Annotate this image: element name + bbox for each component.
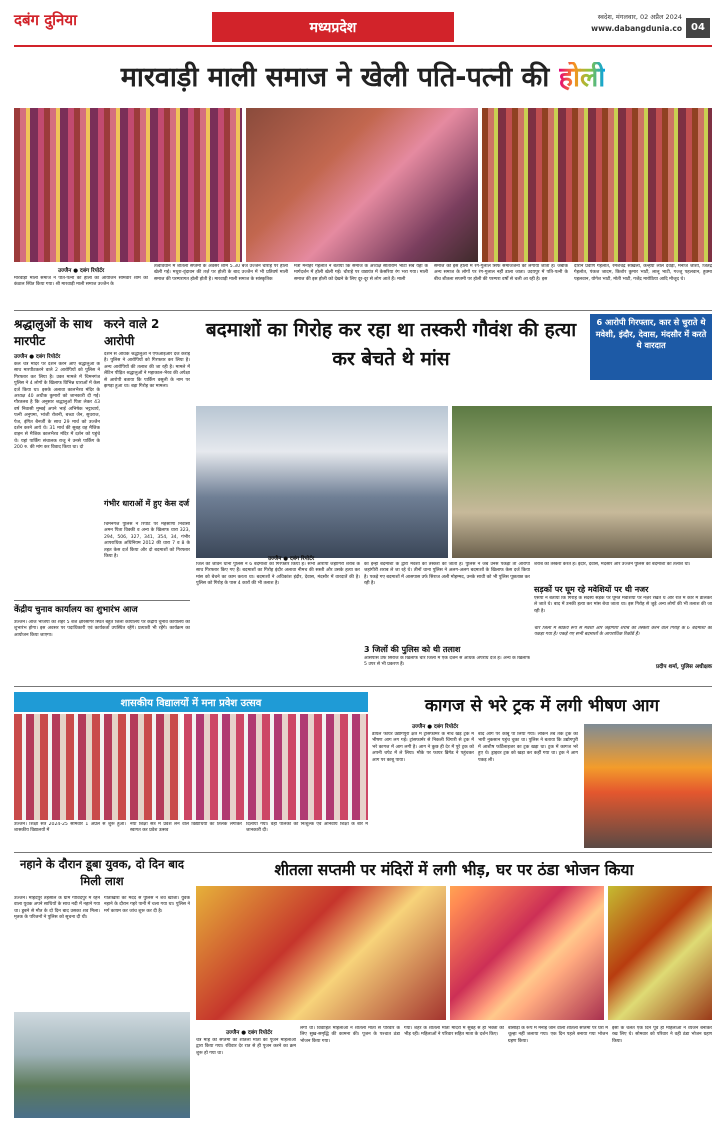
school-banner (14, 692, 368, 712)
sheetla-headline: शीतला सप्तमी पर मंदिरों में लगी भीड़, घर पर ठंडा भोजन किया (274, 861, 634, 879)
holi-headline (14, 56, 712, 106)
sheetla-col-1: चैत्र माह की सप्तमी को शीतला माता का पूजन महिलाओं द्वारा किया गया। रविवार देर रात से ही पूजन करने का क्रम शुरू हो गया था। (196, 1038, 296, 1056)
smuggling-col-2: को इन्हीं बदमाशों के द्वारा मवेशी की तस्करी की जाती है। पुलिस ने जब उनसे पकड़ा तो आरोपी जहांगीरी शराब ले जा रहे थे। तीनों थाना पुलिस ने अलग-अलग बदमाशों के खिलाफ केस दर्ज किया है। पकड़े गए बदमाशों में आसपास उर्फ सिराज अली मोहम्मद, उनके साथी को भी पुलिस पूछताछ कर रही है। (364, 562, 530, 587)
smuggling-photo-press (196, 406, 448, 558)
drowned-headline: नहाने के दौरान डूबा युवक, दो दिन बाद मिली लाश (19, 857, 185, 888)
masthead-website: www.dabangdunia.co (591, 24, 682, 33)
holi-photo-2 (246, 108, 478, 262)
truck-bottom-rule (14, 852, 712, 853)
truck-photo (584, 724, 712, 848)
sheetla-col-2: लगी थीं। विवाहित महिलाओं ने शीतला माता से परिवार के लिए सुख-समृद्धि की कामना की। पूजन के पश्चात ठंडा भोजन किया गया। (300, 1026, 400, 1044)
smuggling-subhead-police: 3 जिलों की पुलिस को थी तलाश (364, 645, 461, 654)
section-banner (212, 12, 454, 42)
masthead-date: स्वदेश, मंगलवार, 02 अप्रैल 2024 (597, 13, 682, 21)
smuggling-blue-box-text: 6 आरोपी गिरफ्तार, कार से चुराते थे मवेशी, इंदौर, देवास, मंदसौर में करते थे वारदात (595, 317, 707, 350)
holi-bottom-rule (14, 310, 712, 311)
holi-col-4: समाज की इस होली में रंग-गुलाल सिर्फ समाजजनों को लगाया जाता है। जबकि अन्य समाज के लोगों पर रंग-गुलाल नहीं डाला जाता। उदयपुर में पति-पत्नी के बीच शीतला सप्तमी पर होली की परम्परा वर्षों से चली आ रही है। इस (434, 264, 568, 282)
smuggling-headline: बदमाशों का गिरोह कर रहा था तस्करी गौवंश की हत्या कर बेचते थे मांस (205, 319, 577, 370)
devotees-col-1: कल चैत्र मंदिर पर दर्शन करने आए श्रद्धालुओं के साथ मारपीटकरने वाले 2 आरोपियों को पुलिस ने गिरफ्तार कर लिया है। उक्त मामले में चिमनगंज पुलिस ने 4 लोगों के खिलाफ विभिन्न धाराओं में केस दर्ज किया था। इसके अलावा कालभैरव मंदिर के अध्यक्ष 40 अधीक कुमारों को जानकारी दी गई। गौरतलब है कि अनुसार श्रद्धालुओं पिता लेकर 43 वर्ष निवासी मुम्बई अपने भाई अभिषेक भट्टाचार्य, पत्नी अनुपमा, भांजी रोशनी, बच्चा जैन, सुधराज, पेज, इंगित बैनर्जी के साथ 29 मार्च को उज्जैन दर्शन करने आये थे। 31 मार्च की सुबह वह मैजिक वाहन से मैजिक कालभैरव मंदिर में दर्शन को पहुंचे थे। यहां पार्किंग संचालक राजू ने उनसे पार्किंग के 200 रु. की मांग कर विवाद किया था। दो (14, 362, 100, 451)
sheetla-photo-1 (196, 886, 446, 1020)
sheetla-photo-2 (450, 886, 604, 1020)
devotees-byline: उज्जैन ● दबंग रिपोर्टर (14, 354, 61, 360)
holi-col-3: मंत्री मनोहर गेहलोत ने बताया कि समाज के अध्यक्ष सीताराम भाटी सब यहाँ के मार्गदर्शन में होली खेली गई। चौराहे पर वाद्ययंत्र में केसरिया रंग भरा गया। माली समाज की इस होली को देखने के लिए दूर-दूर से लोग आते हैं। माली (294, 264, 428, 282)
school-caption-2: नया शिक्षा सत्र में प्रवेश लेने वाले विद्यार्थियों का तिलक लगाकर स्वागत कर प्रवेश उत्सव (130, 822, 242, 834)
school-photo-1 (14, 714, 180, 820)
holi-col-2: तत्वावधान में शीतला सप्तमी के अवसर शाम 5.30 बजे उज्जैन चौराहे पर होली खेली गई। मथुरा-वृंदावन की तर्ज़ पर होली के बाद उज्जैन में भी प्रतिवर्ष माली समाज की परम्परागत होली होती है। मारवाड़ी माली समाज के सांस्कृतिक (154, 264, 288, 282)
school-caption-1: उज्जैन। शिक्षा सत्र 2024-25 सोमवार 1 अप्रैल से शुरू हुआ। शासकीय विद्यालयों में (14, 822, 126, 834)
devotees-col-2b: चिमनगंज पुलिस ने रिपोर्ट पर मेहसाणा निवासी अमन पिता विक्की व अन्य के खिलाफ धारा 323, 294, 506, 327, 341, 354, 34, गंभीर आपराधिक अधिनियम 2012 की धारा 7 व 8 के तहत केस दर्ज किया और दो बदमाशों को गिरफ्तार किया है। (104, 522, 190, 560)
smuggling-col-police: आसपास उर्फ सिराज के खिलाफ चार जिलों में एक दर्जन से अधिक अपराध दर्ज हैं। अन्य के खिलाफ 5 उपर से भी प्रकरण हैं। (364, 656, 530, 668)
masthead-rule (14, 45, 712, 47)
holi-headline-main: मारवाड़ी माली समाज ने खेली पति-पत्नी की (120, 62, 559, 93)
truck-headline: कागज से भरे ट्रक में लगी भीषण आग (424, 696, 660, 716)
truck-col-2: बाद आग पर काबू पा लिया गया। लेकिन तब तक ट्रक का भारी नुकसान पहुंच चुका था। पुलिस ने बताया कि उद्योगपुरी में आशीष फर्टिलाइजर का ट्रक खड़ा था। ट्रक में कागज भरे हुए थे। ड्राइवर ट्रक को खड़ा कर कहीं गया था। ट्रक ने आग पकड़ ली। (478, 732, 578, 763)
holi-col-5: दौरान प्रवीण गेहलोत, रमेशचंद्र सांखला, कन्हैया लाल देवड़ा, मनोज जोशी, जितेंद्र गेहलोत, पंकज जादम, किशोर कुमार भाटी, लालू भाटी, गज्जू पहलवान, हुक्मा पहलवान, योगेश भाटी, मोती भाटी, गजेंद्र मारोठिया आदि मौजूद थे। (574, 264, 712, 282)
devotees-headline-a: श्रद्धालुओं के साथ मारपीट (14, 317, 93, 348)
devotees-subhead: गंभीर धाराओं में हुए केस दर्ज (104, 499, 190, 508)
drowned-col-2: गोताखोरों की मदद से पुलिस ने शव खोजा। युवक नहाने के दौरान गहरे पानी में चला गया था। पुलिस ने मर्ग कायम कर जांच शुरू कर दी है। (104, 896, 190, 914)
sheetla-col-4: बासोड़ा के रूप में मनाई जाने वाली शीतला सप्तमी पर घरों में चूल्हा नहीं जलाया गया। एक दिन पहले बनाया गया भोजन ग्रहण किया। (508, 1026, 608, 1044)
holi-photo-1 (14, 108, 242, 262)
smuggling-photo-accused (452, 406, 712, 558)
drowned-col-1: उज्जैन। महिदपुर तहसील के ग्राम गोविंदपुर में रहने वाला युवक अपने साथियों के साथ नदी में नहाने गया था। डूबने से मौत के दो दिन बाद उसका शव मिला। मृतक के परिजनों ने पुलिस को सूचना दी थी। (14, 896, 100, 921)
logo-text: दबंग दुनिया (14, 11, 77, 29)
section-title: मध्यप्रदेश (309, 20, 357, 36)
sheetla-col-5: इसी के चलते एक दिन पूर्व ही महिलाओं ने व्यंजन बनाकर रख लिए थे। सोमवार को परिवार ने वही ठंडा भोजन ग्रहण किया। (612, 1026, 712, 1044)
truck-byline: उज्जैन ● दबंग रिपोर्टर (412, 724, 459, 730)
sheetla-byline: उज्जैन ● दबंग रिपोर्टर (226, 1030, 273, 1036)
election-headline: केंद्रीय चुनाव कार्यालय का शुभारंभ आज (14, 605, 138, 615)
holi-byline: उज्जैन ● दबंग रिपोर्टर (58, 268, 105, 274)
holi-photo-3 (482, 108, 712, 262)
masthead-logo (14, 10, 114, 36)
smuggling-col-3: शराब की तस्करी करते हैं। इंदौर, देवास, मंदसौर और उज्जैन पुलिस को बदमाशों की तलाश थी। (534, 562, 691, 567)
devotees-headline-b: करने वाले 2 आरोपी (104, 317, 160, 348)
smuggling-quote: चार जिलों में सक्रिय रूप से मवेशी और जहांगीरी शराब की तस्करी करने वाले गिरोह के 6 बदमाशों को पकड़ा गया है। पकड़े गए सभी बदमाशों के आपराधिक रिकॉर्ड हैं। (534, 626, 712, 638)
election-body: उज्जैन। आज भाजपा का शहर 5 बजे क्षीरसागर स्थित बहुत जिला कार्यालय पर केंद्रीय चुनाव कार्यालय का शुभारंभ होगा। इस अवसर पर पदाधिकारी एवं कार्यकर्ता उपस्थित रहेंगे। प्रत्याशी भी रहेंगे। कार्यक्रम का आयोजन किया जाएगा। (14, 620, 190, 638)
smuggling-subhead-roads: सड़कों पर घूम रहे मवेशियों पर थी नजर (534, 585, 649, 594)
smuggling-bottom-rule (14, 686, 712, 687)
school-caption-3: दिलाया गया। वहीं पालकों को निःशुल्क एवं अनिवार्य शिक्षा के बारे में जानकारी दी। (246, 822, 368, 834)
election-rule (14, 600, 190, 601)
school-banner-text: शासकीय विद्यालयों में मना प्रवेश उत्सव (120, 698, 262, 709)
smuggling-byline: उज्जैन ● दबंग रिपोर्टर (268, 556, 315, 562)
holi-col-1: मारवाड़ी माली समाज ने पति-पत्नी की होली का आयोजन सोमवार शाम को कंठाल स्थित किया गया। श्री मारवाड़ी माली समाज उज्जैन के (14, 276, 148, 288)
page-number: 04 (686, 18, 710, 38)
masthead (0, 0, 725, 48)
truck-col-1: डायल फायर उद्योगपुरी क्षेत्र में ट्रांसफार्मर के नीचे खड़े ट्रक में भीषण आग लग गई। ट्रांसफार्मर से निकली चिंगारी से ट्रक में भरे कागज में आग लगी है। आग ने कुछ ही देर में पूरे ट्रक को अपनी चपेट में ले लिया। मौके पर फायर ब्रिगेड ने पहुंचकर आग पर काबू पाया। (372, 732, 474, 763)
smuggling-blue-box (590, 314, 712, 380)
school-photo-2 (184, 714, 368, 820)
devotees-col-2: दर्शन से अधिक श्रद्धालुओं ने एफआईआर दर्ज कराई है। पुलिस ने आरोपियों को गिरफ्तार कर लिया है। अन्य आरोपियों की तलाश की जा रही है। मामले में लैटिन पीड़ित श्रद्धालुओं ने महाकाल-भैरव की अपेक्षा से आरोपी बताया कि पार्किंग वसूली के नाम पर झगड़ा हुआ था। बड़ा गिरोह का मामला। (104, 352, 190, 390)
drowned-photo (14, 1012, 190, 1118)
smuggling-quote-by: प्रदीप शर्मा, पुलिस अधीक्षक (655, 664, 712, 670)
sheetla-photo-3 (608, 886, 712, 1020)
smuggling-col-roads: एसपी ने बताया कि गिरोह के सदस्य सड़क पर घूमते मवेशियों पर नज़र रखते थे और रात में कार में डालकर ले जाते थे। बाद में उनकी हत्या कर मांस बेचा जाता था। इस गिरोह से जुड़े अन्य लोगों की भी तलाश की जा रही है। (534, 596, 712, 614)
holi-headline-highlight: होली (558, 62, 606, 93)
sheetla-col-3: गया। शहर के शीतला माता मंदिरों में सुबह से ही भक्तों की भीड़ रही। महिलाओं ने परिवार सहित माता के दर्शन किए। (404, 1026, 504, 1038)
smuggling-col-1: जिले की जीवन थाना पुलिस ने 6 बदमाशों को गिरफ्तार किया है। सभी आरोपी जहांगिरी शराब के साथ गिरफ्तार किए गए हैं। बदमाशों का गिरोह इंदौर अलावा नीमच की सस्ती और उसके हत्या कर मांस को बेचने का काम करता था। बदमाशों ने अधिकांश इंदौर, देवास, मंदसौर में वारदातें की है। पुलिस को गिरोह के पास 4 कारों की भी तलाश है। (196, 562, 360, 587)
